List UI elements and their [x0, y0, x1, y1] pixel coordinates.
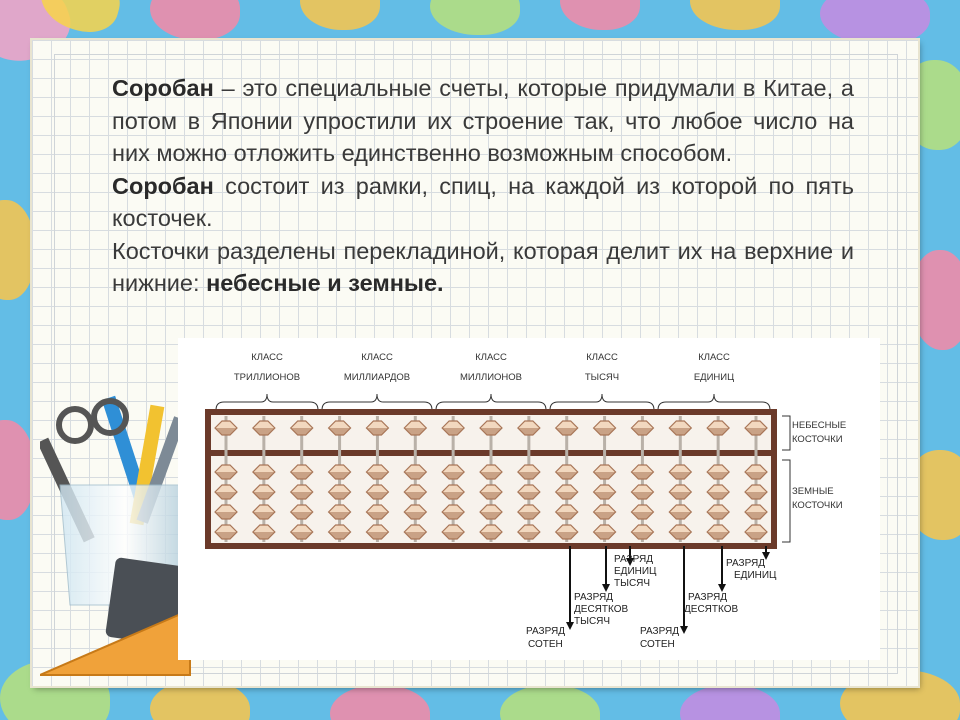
class-label-name: МИЛЛИОНОВ	[459, 372, 523, 383]
side-label-lower-2: КОСТОЧКИ	[792, 500, 843, 511]
term-soroban: Соробан	[112, 75, 214, 101]
class-label-name: МИЛЛИАРДОВ	[343, 372, 411, 383]
pointer-thousands-3: ТЫСЯЧ	[614, 578, 651, 589]
class-label-top: КЛАСС	[475, 352, 507, 363]
class-labels	[234, 352, 734, 383]
class-label-name: ЕДИНИЦ	[693, 372, 735, 383]
butterfly-decoration	[560, 0, 640, 30]
soroban-svg	[178, 338, 880, 660]
paragraph-3	[112, 235, 854, 300]
paragraph-2	[112, 170, 854, 235]
paragraph-1-text: – это специальные счеты, которые придумали в Китае, а потом в Японии упростили их строение так, что любое число на них можно отложить единственно возможным способом.	[112, 75, 854, 166]
pointer-hundreds-b-2: СОТЕН	[640, 639, 675, 650]
pointer-hundreds-b-1: РАЗРЯД	[640, 626, 680, 637]
paragraph-2-text: состоит из рамки, спиц, на каждой из которой по пять косточек.	[112, 172, 854, 231]
upper-bracket	[782, 416, 790, 450]
lower-bracket	[782, 460, 790, 542]
class-label-top: КЛАСС	[251, 352, 283, 363]
class-brace	[658, 394, 770, 410]
pointer-ten-thousands-2: ДЕСЯТКОВ	[574, 604, 629, 615]
heavenly-earthly-term: небесные и земные.	[206, 270, 444, 296]
butterfly-decoration	[150, 0, 240, 40]
class-brace	[436, 394, 546, 410]
pointer-tens-1: РАЗРЯД	[688, 592, 728, 603]
class-label-name: ТРИЛЛИОНОВ	[233, 372, 301, 383]
class-label-name: ТЫСЯЧ	[584, 372, 620, 383]
side-label-upper-2: КОСТОЧКИ	[792, 434, 843, 445]
butterfly-decoration	[150, 680, 250, 720]
pointer-thousands-1: РАЗРЯД	[614, 554, 654, 565]
butterfly-decoration	[680, 685, 780, 720]
side-label-lower-1: ЗЕМНЫЕ	[792, 486, 834, 497]
class-label-top: КЛАСС	[698, 352, 730, 363]
paragraph-3-text: Косточки разделены перекладиной, которая делит их на верхние и нижние:	[112, 237, 854, 296]
butterfly-decoration	[690, 0, 780, 30]
scissors-icon	[59, 409, 91, 441]
class-label-top: КЛАСС	[586, 352, 618, 363]
butterfly-decoration	[500, 685, 600, 720]
butterfly-decoration	[300, 0, 380, 30]
class-label-top: КЛАСС	[361, 352, 393, 363]
class-brace	[216, 394, 318, 410]
soroban-diagram	[178, 338, 880, 660]
pointer-units-2: ЕДИНИЦ	[734, 570, 777, 581]
butterfly-decoration	[330, 685, 430, 720]
pointer-tens-2: ДЕСЯТКОВ	[684, 604, 739, 615]
butterfly-decoration	[0, 200, 35, 300]
butterfly-decoration	[0, 420, 35, 520]
pointer-hundreds-1: РАЗРЯД	[526, 626, 566, 637]
butterfly-decoration	[430, 0, 520, 35]
paragraph-1	[112, 72, 854, 170]
side-label-upper-1: НЕБЕСНЫЕ	[792, 420, 847, 431]
class-braces	[216, 394, 770, 410]
pointer-units-1: РАЗРЯД	[726, 558, 766, 569]
pointer-thousands-2: ЕДИНИЦ	[614, 566, 657, 577]
description-text	[112, 72, 854, 300]
pointer-ten-thousands-1: РАЗРЯД	[574, 592, 614, 603]
butterfly-decoration	[820, 0, 930, 45]
class-brace	[322, 394, 432, 410]
term-soroban: Соробан	[112, 172, 214, 199]
pointer-ten-thousands-3: ТЫСЯЧ	[574, 616, 611, 627]
class-brace	[550, 394, 654, 410]
pointer-hundreds-2: СОТЕН	[528, 639, 563, 650]
